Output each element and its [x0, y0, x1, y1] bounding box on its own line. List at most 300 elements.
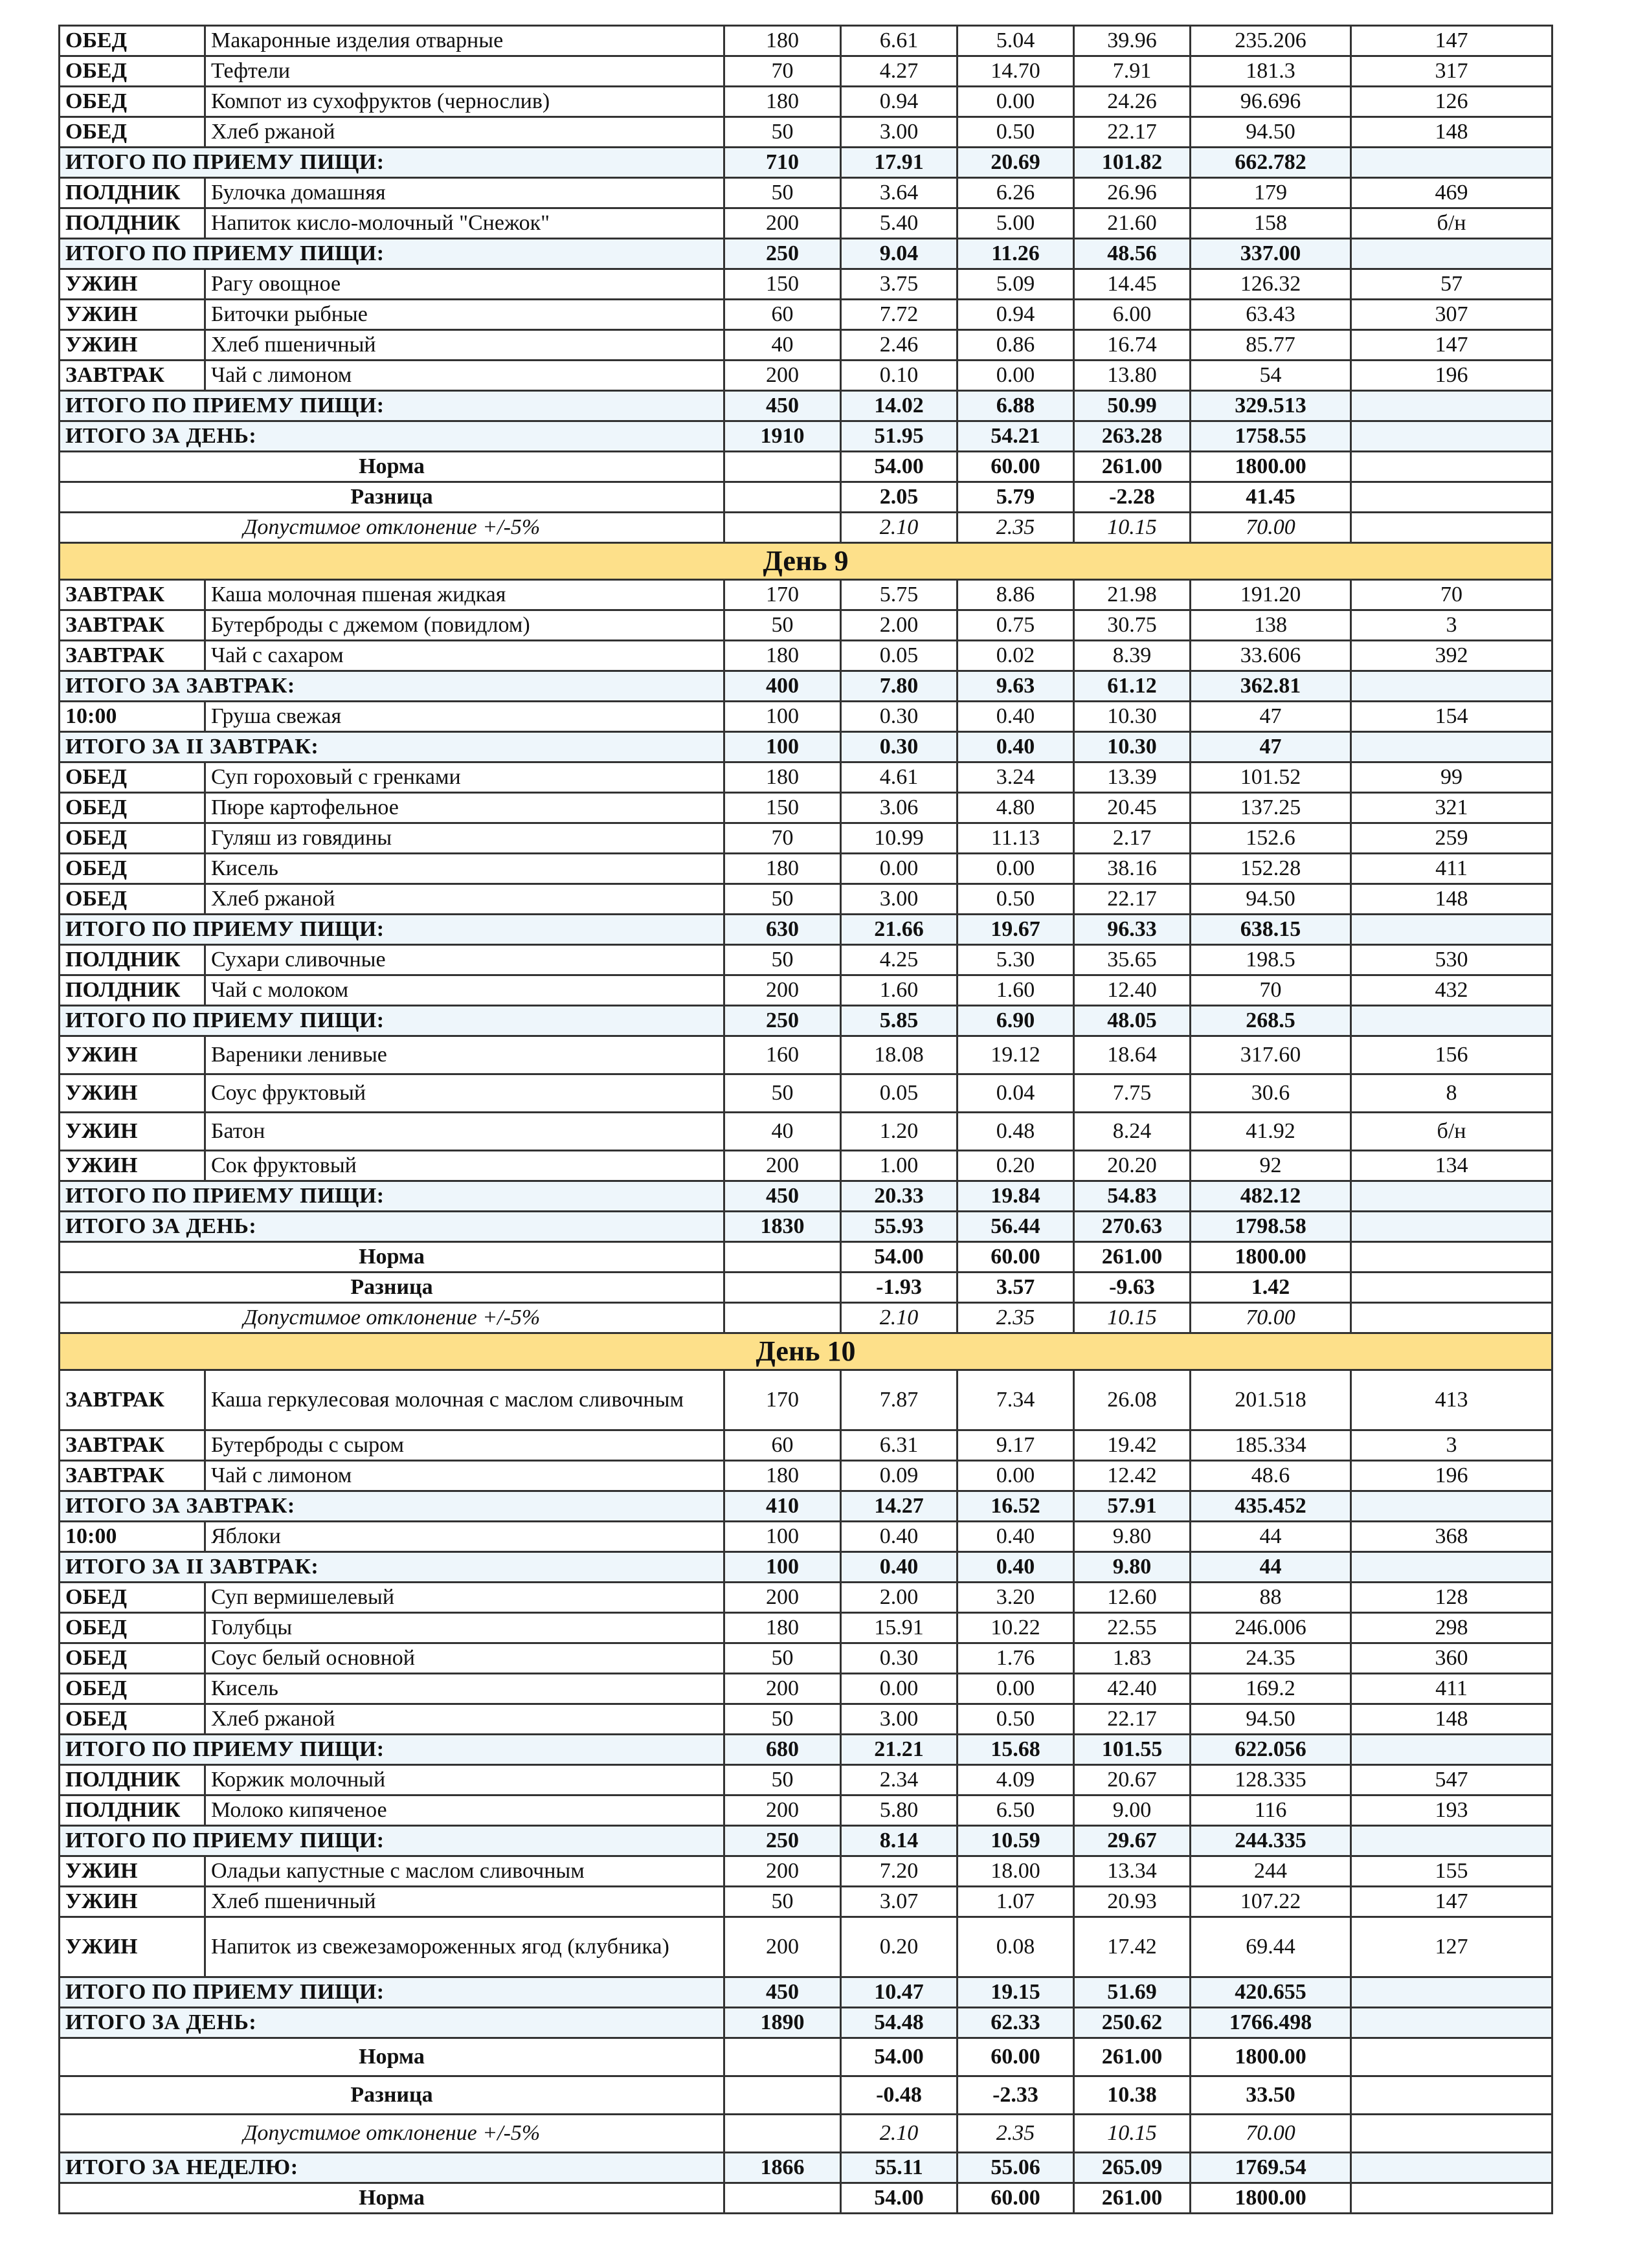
weight-cell: 50: [724, 1643, 841, 1674]
energy-cell: 47: [1191, 702, 1351, 732]
norm-row: [60, 452, 1552, 482]
meal-type-cell: ЗАВТРАК: [60, 580, 205, 610]
recipe-no-cell: 126: [1351, 87, 1552, 117]
energy-cell: 201.518: [1191, 1370, 1351, 1430]
row-label-cell: ИТОГО ЗА ДЕНЬ:: [60, 421, 724, 452]
protein-cell: 55.11: [841, 2153, 958, 2183]
meal-type-cell: ОБЕД: [60, 884, 205, 915]
weight-cell: 50: [724, 884, 841, 915]
carbs-cell: 101.82: [1074, 148, 1191, 178]
dish-name-cell: Сок фруктовый: [205, 1151, 724, 1181]
weight-cell: 400: [724, 671, 841, 702]
carbs-cell: 50.99: [1074, 391, 1191, 421]
total-row: [60, 391, 1552, 421]
carbs-cell: 265.09: [1074, 2153, 1191, 2183]
meal-type-cell: УЖИН: [60, 269, 205, 300]
weight-cell: 170: [724, 580, 841, 610]
menu-item-row: [60, 361, 1552, 391]
dish-name-cell: Коржик молочный: [205, 1765, 724, 1796]
weight-cell: 200: [724, 1856, 841, 1887]
energy-cell: 662.782: [1191, 148, 1351, 178]
protein-cell: 54.00: [841, 2038, 958, 2076]
energy-cell: 44: [1191, 1522, 1351, 1552]
fat-cell: 4.09: [958, 1765, 1074, 1796]
deviation-row: [60, 1303, 1552, 1333]
energy-cell: 41.45: [1191, 482, 1351, 513]
fat-cell: 5.30: [958, 945, 1074, 975]
protein-cell: 0.00: [841, 1674, 958, 1704]
row-label-cell: Допустимое отклонение +/-5%: [60, 513, 724, 543]
protein-cell: 1.00: [841, 1151, 958, 1181]
weight-cell: 50: [724, 610, 841, 641]
meal-type-cell: ОБЕД: [60, 1613, 205, 1643]
energy-cell: 244: [1191, 1856, 1351, 1887]
fat-cell: 9.63: [958, 671, 1074, 702]
weight-cell: 100: [724, 1552, 841, 1583]
energy-cell: 101.52: [1191, 762, 1351, 793]
carbs-cell: 270.63: [1074, 1212, 1191, 1242]
weight-cell: 50: [724, 1074, 841, 1113]
energy-cell: 92: [1191, 1151, 1351, 1181]
recipe-no-cell: [1351, 1552, 1552, 1583]
meal-type-cell: УЖИН: [60, 1036, 205, 1074]
carbs-cell: 54.83: [1074, 1181, 1191, 1212]
fat-cell: 0.40: [958, 732, 1074, 762]
fat-cell: 1.07: [958, 1887, 1074, 1917]
dish-name-cell: Голубцы: [205, 1613, 724, 1643]
fat-cell: 5.79: [958, 482, 1074, 513]
row-label-cell: ИТОГО ЗА НЕДЕЛЮ:: [60, 2153, 724, 2183]
carbs-cell: 16.74: [1074, 330, 1191, 361]
meal-type-cell: ЗАВТРАК: [60, 1461, 205, 1491]
dish-name-cell: Хлеб ржаной: [205, 1704, 724, 1735]
recipe-no-cell: [1351, 915, 1552, 945]
weight-cell: 50: [724, 178, 841, 208]
energy-cell: 70: [1191, 975, 1351, 1006]
weight-cell: 710: [724, 148, 841, 178]
menu-item-row: [60, 300, 1552, 330]
menu-item-row: [60, 1917, 1552, 1977]
protein-cell: 0.40: [841, 1522, 958, 1552]
energy-cell: 41.92: [1191, 1113, 1351, 1151]
row-label-cell: Разница: [60, 1273, 724, 1303]
recipe-no-cell: [1351, 1273, 1552, 1303]
weight-cell: 200: [724, 1917, 841, 1977]
fat-cell: 2.35: [958, 513, 1074, 543]
protein-cell: 55.93: [841, 1212, 958, 1242]
weight-cell: 180: [724, 762, 841, 793]
row-label-cell: Норма: [60, 2038, 724, 2076]
fat-cell: 4.80: [958, 793, 1074, 823]
row-label-cell: ИТОГО ПО ПРИЕМУ ПИЩИ:: [60, 1006, 724, 1036]
row-label-cell: ИТОГО ПО ПРИЕМУ ПИЩИ:: [60, 1826, 724, 1856]
weight-cell: 100: [724, 732, 841, 762]
energy-cell: 1798.58: [1191, 1212, 1351, 1242]
menu-item-row: [60, 854, 1552, 884]
weight-cell: 200: [724, 975, 841, 1006]
carbs-cell: 13.39: [1074, 762, 1191, 793]
menu-item-row: [60, 580, 1552, 610]
recipe-no-cell: 8: [1351, 1074, 1552, 1113]
weight-cell: 70: [724, 56, 841, 87]
carbs-cell: 48.05: [1074, 1006, 1191, 1036]
protein-cell: 0.40: [841, 1552, 958, 1583]
weight-cell: 1890: [724, 2008, 841, 2038]
protein-cell: 5.75: [841, 580, 958, 610]
menu-item-row: [60, 1074, 1552, 1113]
menu-item-row: [60, 26, 1552, 56]
recipe-no-cell: 193: [1351, 1796, 1552, 1826]
carbs-cell: 26.08: [1074, 1370, 1191, 1430]
carbs-cell: 18.64: [1074, 1036, 1191, 1074]
energy-cell: 85.77: [1191, 330, 1351, 361]
fat-cell: 0.40: [958, 1552, 1074, 1583]
weight-cell: 180: [724, 854, 841, 884]
recipe-no-cell: [1351, 2008, 1552, 2038]
fat-cell: 14.70: [958, 56, 1074, 87]
weight-cell: 180: [724, 1613, 841, 1643]
carbs-cell: -2.28: [1074, 482, 1191, 513]
carbs-cell: 22.17: [1074, 884, 1191, 915]
fat-cell: 6.50: [958, 1796, 1074, 1826]
energy-cell: 1800.00: [1191, 1242, 1351, 1273]
energy-cell: 30.6: [1191, 1074, 1351, 1113]
recipe-no-cell: [1351, 2115, 1552, 2153]
weight-cell: 170: [724, 1370, 841, 1430]
carbs-cell: 22.17: [1074, 117, 1191, 148]
dish-name-cell: Компот из сухофруктов (чернослив): [205, 87, 724, 117]
day-header-row: [60, 543, 1552, 580]
recipe-no-cell: [1351, 2076, 1552, 2115]
energy-cell: 362.81: [1191, 671, 1351, 702]
dish-name-cell: Бутерброды с джемом (повидлом): [205, 610, 724, 641]
recipe-no-cell: 411: [1351, 854, 1552, 884]
recipe-no-cell: [1351, 732, 1552, 762]
weight-cell: 100: [724, 1522, 841, 1552]
protein-cell: 51.95: [841, 421, 958, 452]
carbs-cell: 10.15: [1074, 2115, 1191, 2153]
carbs-cell: 51.69: [1074, 1977, 1191, 2008]
protein-cell: 0.94: [841, 87, 958, 117]
fat-cell: 2.35: [958, 2115, 1074, 2153]
weight-cell: [724, 2038, 841, 2076]
meal-type-cell: ПОЛДНИК: [60, 208, 205, 239]
total-row: [60, 732, 1552, 762]
recipe-no-cell: 368: [1351, 1522, 1552, 1552]
protein-cell: 1.60: [841, 975, 958, 1006]
carbs-cell: 101.55: [1074, 1735, 1191, 1765]
energy-cell: 128.335: [1191, 1765, 1351, 1796]
energy-cell: 169.2: [1191, 1674, 1351, 1704]
energy-cell: 1800.00: [1191, 2038, 1351, 2076]
meal-type-cell: ОБЕД: [60, 87, 205, 117]
weight-cell: 200: [724, 1674, 841, 1704]
weight-cell: 160: [724, 1036, 841, 1074]
menu-item-row: [60, 1461, 1552, 1491]
row-label-cell: ИТОГО ПО ПРИЕМУ ПИЩИ:: [60, 915, 724, 945]
fat-cell: 0.20: [958, 1151, 1074, 1181]
recipe-no-cell: [1351, 239, 1552, 269]
protein-cell: 7.20: [841, 1856, 958, 1887]
dish-name-cell: Соус белый основной: [205, 1643, 724, 1674]
total-row: [60, 671, 1552, 702]
protein-cell: 0.30: [841, 702, 958, 732]
row-label-cell: Норма: [60, 1242, 724, 1273]
energy-cell: 69.44: [1191, 1917, 1351, 1977]
recipe-no-cell: [1351, 1491, 1552, 1522]
protein-cell: 54.00: [841, 2183, 958, 2214]
carbs-cell: 7.75: [1074, 1074, 1191, 1113]
energy-cell: 1800.00: [1191, 452, 1351, 482]
menu-item-row: [60, 1674, 1552, 1704]
dish-name-cell: Чай с лимоном: [205, 1461, 724, 1491]
energy-cell: 185.334: [1191, 1430, 1351, 1461]
carbs-cell: 12.42: [1074, 1461, 1191, 1491]
recipe-no-cell: [1351, 482, 1552, 513]
dish-name-cell: Кисель: [205, 854, 724, 884]
energy-cell: 1758.55: [1191, 421, 1351, 452]
meal-type-cell: ЗАВТРАК: [60, 1430, 205, 1461]
fat-cell: 60.00: [958, 452, 1074, 482]
protein-cell: 2.34: [841, 1765, 958, 1796]
energy-cell: 94.50: [1191, 884, 1351, 915]
weight-cell: [724, 2183, 841, 2214]
row-label-cell: Разница: [60, 2076, 724, 2115]
energy-cell: 24.35: [1191, 1643, 1351, 1674]
carbs-cell: 10.15: [1074, 1303, 1191, 1333]
norm-row: [60, 2183, 1552, 2214]
carbs-cell: 20.93: [1074, 1887, 1191, 1917]
weight-cell: 50: [724, 1765, 841, 1796]
fat-cell: 3.57: [958, 1273, 1074, 1303]
carbs-cell: 38.16: [1074, 854, 1191, 884]
fat-cell: 0.00: [958, 361, 1074, 391]
fat-cell: 0.00: [958, 87, 1074, 117]
weight-cell: 40: [724, 330, 841, 361]
energy-cell: 96.696: [1191, 87, 1351, 117]
recipe-no-cell: 57: [1351, 269, 1552, 300]
fat-cell: 0.00: [958, 1461, 1074, 1491]
fat-cell: 0.00: [958, 1674, 1074, 1704]
row-label-cell: ИТОГО ЗА ДЕНЬ:: [60, 2008, 724, 2038]
fat-cell: 0.86: [958, 330, 1074, 361]
norm-row: [60, 2038, 1552, 2076]
protein-cell: 0.30: [841, 1643, 958, 1674]
carbs-cell: -9.63: [1074, 1273, 1191, 1303]
recipe-no-cell: [1351, 1212, 1552, 1242]
recipe-no-cell: 321: [1351, 793, 1552, 823]
carbs-cell: 42.40: [1074, 1674, 1191, 1704]
menu-item-row: [60, 641, 1552, 671]
fat-cell: 20.69: [958, 148, 1074, 178]
recipe-no-cell: 530: [1351, 945, 1552, 975]
carbs-cell: 26.96: [1074, 178, 1191, 208]
recipe-no-cell: 155: [1351, 1856, 1552, 1887]
recipe-no-cell: 148: [1351, 117, 1552, 148]
energy-cell: 94.50: [1191, 117, 1351, 148]
protein-cell: 18.08: [841, 1036, 958, 1074]
energy-cell: 317.60: [1191, 1036, 1351, 1074]
fat-cell: 15.68: [958, 1735, 1074, 1765]
energy-cell: 244.335: [1191, 1826, 1351, 1856]
recipe-no-cell: [1351, 1735, 1552, 1765]
fat-cell: 11.26: [958, 239, 1074, 269]
row-label-cell: ИТОГО ЗА ДЕНЬ:: [60, 1212, 724, 1242]
dish-name-cell: Рагу овощное: [205, 269, 724, 300]
weight-cell: 680: [724, 1735, 841, 1765]
weight-cell: 630: [724, 915, 841, 945]
protein-cell: 17.91: [841, 148, 958, 178]
total-row: [60, 421, 1552, 452]
meal-type-cell: ОБЕД: [60, 1704, 205, 1735]
recipe-no-cell: [1351, 1242, 1552, 1273]
weight-cell: 60: [724, 1430, 841, 1461]
energy-cell: 54: [1191, 361, 1351, 391]
carbs-cell: 7.91: [1074, 56, 1191, 87]
carbs-cell: 96.33: [1074, 915, 1191, 945]
dish-name-cell: Чай с лимоном: [205, 361, 724, 391]
carbs-cell: 39.96: [1074, 26, 1191, 56]
row-label-cell: Норма: [60, 452, 724, 482]
energy-cell: 137.25: [1191, 793, 1351, 823]
fat-cell: 7.34: [958, 1370, 1074, 1430]
total-row: [60, 2008, 1552, 2038]
weight-cell: 180: [724, 26, 841, 56]
fat-cell: 60.00: [958, 1242, 1074, 1273]
carbs-cell: 6.00: [1074, 300, 1191, 330]
fat-cell: 8.86: [958, 580, 1074, 610]
recipe-no-cell: 127: [1351, 1917, 1552, 1977]
protein-cell: 3.75: [841, 269, 958, 300]
carbs-cell: 8.39: [1074, 641, 1191, 671]
fat-cell: 2.35: [958, 1303, 1074, 1333]
menu-item-row: [60, 823, 1552, 854]
weight-cell: 1866: [724, 2153, 841, 2183]
meal-type-cell: ЗАВТРАК: [60, 361, 205, 391]
energy-cell: 420.655: [1191, 1977, 1351, 2008]
weight-cell: 450: [724, 391, 841, 421]
meal-type-cell: ОБЕД: [60, 793, 205, 823]
recipe-no-cell: [1351, 391, 1552, 421]
total-row: [60, 1735, 1552, 1765]
fat-cell: 18.00: [958, 1856, 1074, 1887]
row-label-cell: ИТОГО ЗА ЗАВТРАК:: [60, 1491, 724, 1522]
protein-cell: 2.00: [841, 610, 958, 641]
dish-name-cell: Соус фруктовый: [205, 1074, 724, 1113]
weight-cell: 450: [724, 1977, 841, 2008]
row-label-cell: ИТОГО ЗА ЗАВТРАК:: [60, 671, 724, 702]
meal-type-cell: ЗАВТРАК: [60, 610, 205, 641]
fat-cell: 0.00: [958, 854, 1074, 884]
row-label-cell: Разница: [60, 482, 724, 513]
menu-item-row: [60, 1796, 1552, 1826]
fat-cell: 60.00: [958, 2183, 1074, 2214]
row-label-cell: ИТОГО ПО ПРИЕМУ ПИЩИ:: [60, 148, 724, 178]
fat-cell: 16.52: [958, 1491, 1074, 1522]
dish-name-cell: Груша свежая: [205, 702, 724, 732]
energy-cell: 152.28: [1191, 854, 1351, 884]
weight-cell: [724, 2076, 841, 2115]
menu-item-row: [60, 208, 1552, 239]
fat-cell: 5.09: [958, 269, 1074, 300]
row-label-cell: Допустимое отклонение +/-5%: [60, 2115, 724, 2153]
weight-cell: 450: [724, 1181, 841, 1212]
fat-cell: 60.00: [958, 2038, 1074, 2076]
meal-type-cell: ЗАВТРАК: [60, 641, 205, 671]
protein-cell: -0.48: [841, 2076, 958, 2115]
fat-cell: 62.33: [958, 2008, 1074, 2038]
menu-item-row: [60, 87, 1552, 117]
protein-cell: 2.00: [841, 1583, 958, 1613]
norm-row: [60, 1242, 1552, 1273]
carbs-cell: 24.26: [1074, 87, 1191, 117]
meal-type-cell: ПОЛДНИК: [60, 945, 205, 975]
energy-cell: 138: [1191, 610, 1351, 641]
day-header-row: [60, 1333, 1552, 1370]
energy-cell: 152.6: [1191, 823, 1351, 854]
fat-cell: 19.67: [958, 915, 1074, 945]
meal-type-cell: ПОЛДНИК: [60, 1765, 205, 1796]
meal-type-cell: УЖИН: [60, 1917, 205, 1977]
fat-cell: 0.04: [958, 1074, 1074, 1113]
fat-cell: 0.40: [958, 702, 1074, 732]
menu-item-row: [60, 1522, 1552, 1552]
recipe-no-cell: 360: [1351, 1643, 1552, 1674]
carbs-cell: 12.40: [1074, 975, 1191, 1006]
dish-name-cell: Вареники ленивые: [205, 1036, 724, 1074]
carbs-cell: 29.67: [1074, 1826, 1191, 1856]
recipe-no-cell: 148: [1351, 1704, 1552, 1735]
energy-cell: 622.056: [1191, 1735, 1351, 1765]
weight-cell: 50: [724, 1704, 841, 1735]
meal-type-cell: ОБЕД: [60, 1643, 205, 1674]
protein-cell: 2.10: [841, 1303, 958, 1333]
carbs-cell: 2.17: [1074, 823, 1191, 854]
day-header-label: День 9: [60, 543, 1552, 580]
protein-cell: 2.10: [841, 2115, 958, 2153]
carbs-cell: 9.80: [1074, 1522, 1191, 1552]
dish-name-cell: Сухари сливочные: [205, 945, 724, 975]
fat-cell: 0.40: [958, 1522, 1074, 1552]
meal-type-cell: УЖИН: [60, 1113, 205, 1151]
protein-cell: 0.05: [841, 1074, 958, 1113]
meal-type-cell: ОБЕД: [60, 117, 205, 148]
carbs-cell: 20.45: [1074, 793, 1191, 823]
menu-item-row: [60, 1613, 1552, 1643]
menu-item-row: [60, 702, 1552, 732]
carbs-cell: 21.98: [1074, 580, 1191, 610]
row-label-cell: ИТОГО ПО ПРИЕМУ ПИЩИ:: [60, 1181, 724, 1212]
protein-cell: 7.87: [841, 1370, 958, 1430]
carbs-cell: 261.00: [1074, 452, 1191, 482]
total-row: [60, 1006, 1552, 1036]
menu-item-row: [60, 1856, 1552, 1887]
meal-type-cell: ОБЕД: [60, 823, 205, 854]
weight-cell: [724, 1303, 841, 1333]
meal-type-cell: ОБЕД: [60, 56, 205, 87]
protein-cell: 5.85: [841, 1006, 958, 1036]
energy-cell: 1.42: [1191, 1273, 1351, 1303]
energy-cell: 70.00: [1191, 2115, 1351, 2153]
protein-cell: -1.93: [841, 1273, 958, 1303]
fat-cell: 54.21: [958, 421, 1074, 452]
fat-cell: 3.24: [958, 762, 1074, 793]
weight-cell: 250: [724, 1006, 841, 1036]
meal-type-cell: 10:00: [60, 1522, 205, 1552]
dish-name-cell: Чай с сахаром: [205, 641, 724, 671]
protein-cell: 2.05: [841, 482, 958, 513]
row-label-cell: ИТОГО ЗА II ЗАВТРАК:: [60, 1552, 724, 1583]
